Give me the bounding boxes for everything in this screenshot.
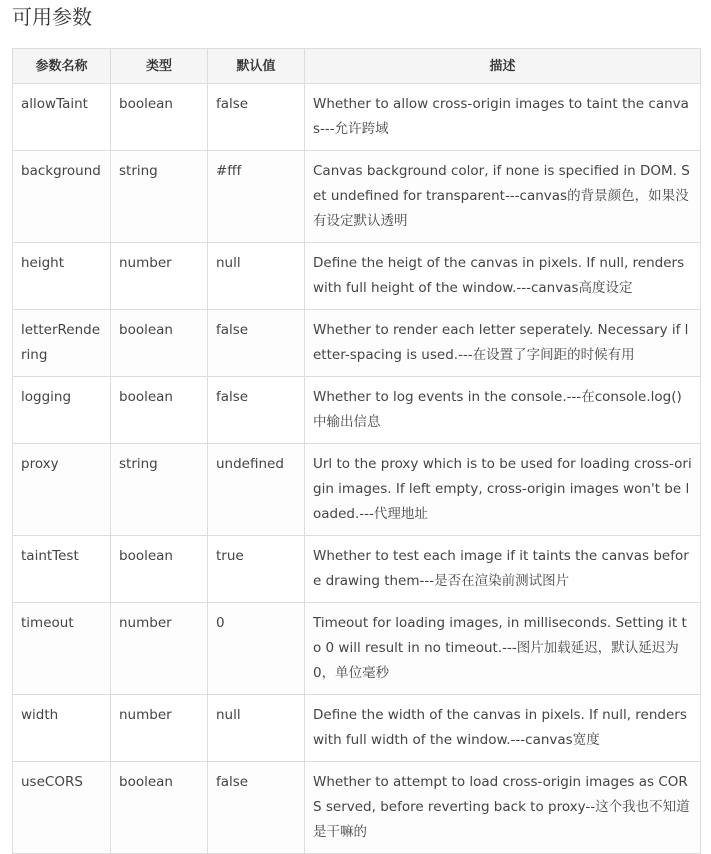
cell-type: number	[111, 243, 208, 310]
cell-default-value: null	[208, 243, 305, 310]
cell-description: Define the heigt of the canvas in pixels. If null, renders with full height of the window.---canvas高度设定	[305, 243, 701, 310]
cell-param-name: background	[13, 151, 111, 243]
cell-param-name: height	[13, 243, 111, 310]
header-param-name: 参数名称	[13, 49, 111, 84]
page-title: 可用参数	[12, 5, 92, 29]
cell-default-value: false	[208, 377, 305, 444]
cell-default-value: #fff	[208, 151, 305, 243]
cell-type: boolean	[111, 377, 208, 444]
cell-param-name: useCORS	[13, 762, 111, 854]
cell-description: Whether to test each image if it taints the canvas before drawing them---是否在渲染前测试图片	[305, 536, 701, 603]
cell-description: Whether to attempt to load cross-origin images as CORS served, before reverting back to proxy--这个我也不知道是干嘛的	[305, 762, 701, 854]
cell-default-value: 0	[208, 603, 305, 695]
header-description: 描述	[305, 49, 701, 84]
cell-description: Define the width of the canvas in pixels. If null, renders with full width of the window.---canvas宽度	[305, 695, 701, 762]
table-row	[13, 762, 701, 854]
header-default-value: 默认值	[208, 49, 305, 84]
cell-type: boolean	[111, 310, 208, 377]
cell-param-name: taintTest	[13, 536, 111, 603]
cell-type: boolean	[111, 84, 208, 151]
table-row	[13, 84, 701, 151]
cell-default-value: false	[208, 762, 305, 854]
cell-param-name: letterRendering	[13, 310, 111, 377]
table-row	[13, 536, 701, 603]
cell-default-value: null	[208, 695, 305, 762]
cell-type: number	[111, 695, 208, 762]
table-row	[13, 310, 701, 377]
cell-param-name: proxy	[13, 444, 111, 536]
cell-param-name: logging	[13, 377, 111, 444]
table-header-row	[13, 49, 701, 84]
cell-default-value: undefined	[208, 444, 305, 536]
cell-type: boolean	[111, 762, 208, 854]
parameters-table	[12, 48, 701, 854]
cell-param-name: timeout	[13, 603, 111, 695]
cell-description: Whether to render each letter seperately. Necessary if letter-spacing is used.---在设置了字间距的时候有用	[305, 310, 701, 377]
cell-description: Url to the proxy which is to be used for loading cross-origin images. If left empty, cross-origin images won't be loaded.---代理地址	[305, 444, 701, 536]
cell-description: Whether to log events in the console.---在console.log()中输出信息	[305, 377, 701, 444]
cell-type: string	[111, 151, 208, 243]
cell-default-value: false	[208, 84, 305, 151]
cell-type: boolean	[111, 536, 208, 603]
cell-param-name: width	[13, 695, 111, 762]
cell-default-value: false	[208, 310, 305, 377]
cell-default-value: true	[208, 536, 305, 603]
cell-param-name: allowTaint	[13, 84, 111, 151]
cell-type: string	[111, 444, 208, 536]
cell-type: number	[111, 603, 208, 695]
table-row	[13, 444, 701, 536]
table-row	[13, 243, 701, 310]
table-row	[13, 377, 701, 444]
cell-description: Whether to allow cross-origin images to taint the canvas---允许跨域	[305, 84, 701, 151]
header-type: 类型	[111, 49, 208, 84]
table-row	[13, 603, 701, 695]
table-row	[13, 695, 701, 762]
cell-description: Timeout for loading images, in milliseconds. Setting it to 0 will result in no timeout.---图片加载延迟，默认延迟为0，单位毫秒	[305, 603, 701, 695]
cell-description: Canvas background color, if none is specified in DOM. Set undefined for transparent---canvas的背景颜色，如果没有设定默认透明	[305, 151, 701, 243]
table-row	[13, 151, 701, 243]
